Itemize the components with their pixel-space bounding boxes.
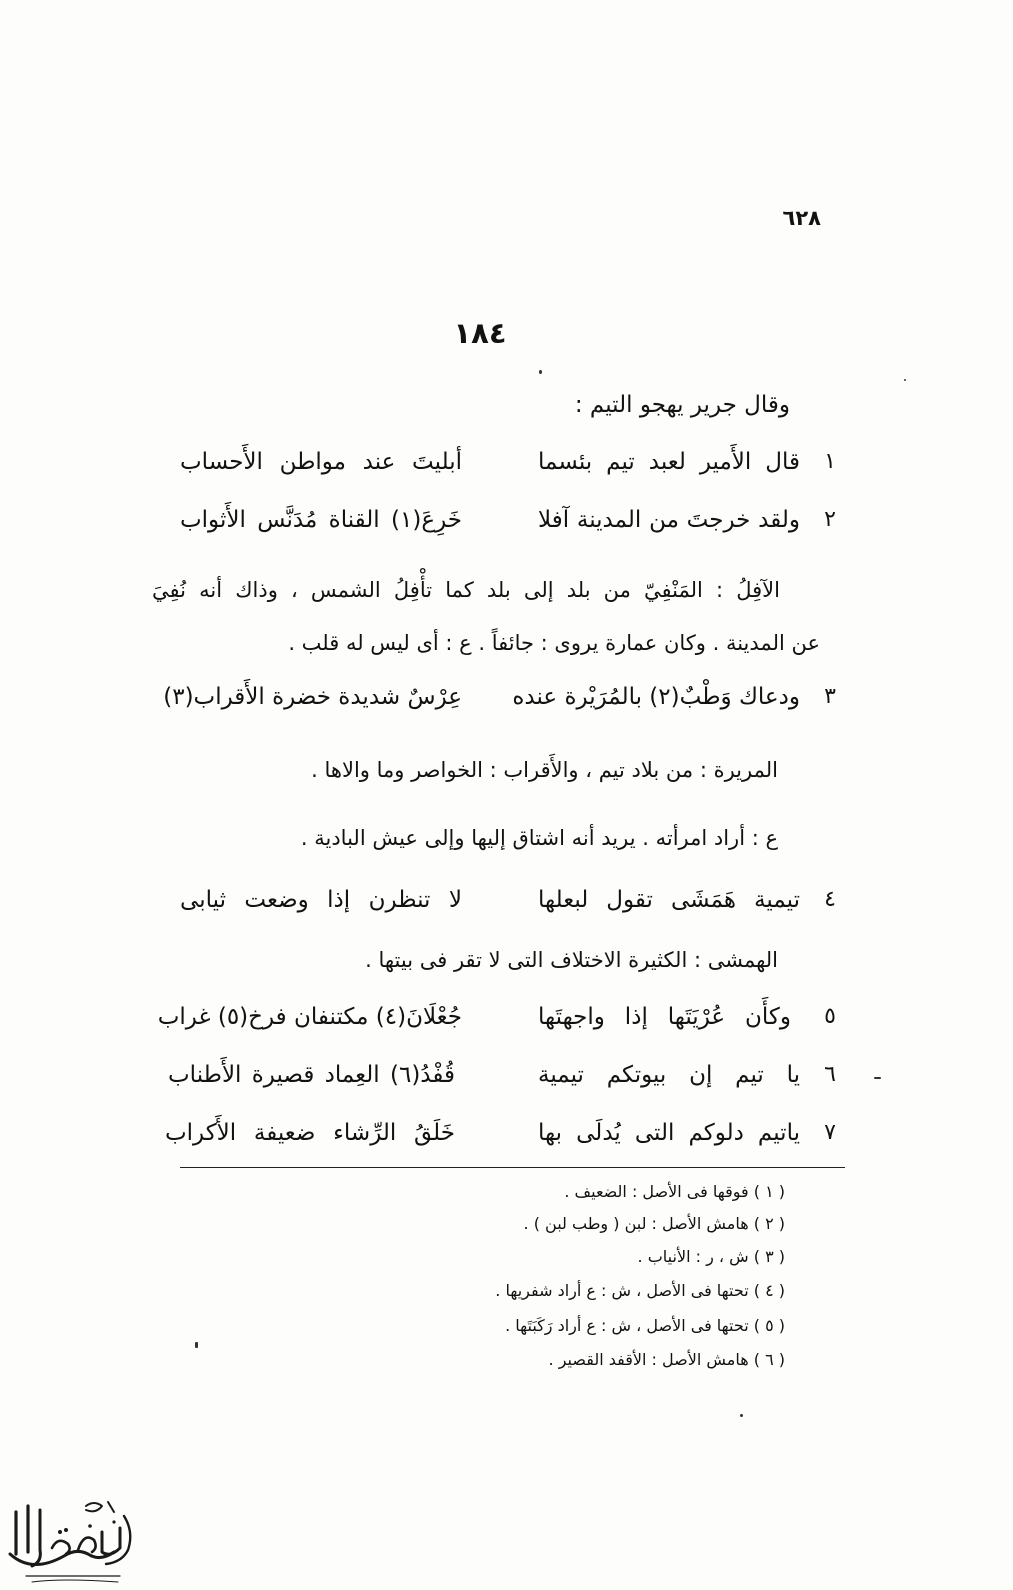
verse-second-hemistich [157,999,462,1035]
verse-second-hemistich [180,502,462,538]
verse-second-hemistich [163,679,462,715]
word: الأَمير [692,449,752,475]
scan-speck [874,1077,881,1079]
scan-speck [740,1414,743,1417]
word: دلوكم [681,1120,744,1146]
word: بها [538,1120,563,1146]
commentary-line: ع : أراد امرأته . يريد أنه اشتاق إليها وإلى عيش البادية . [300,826,778,850]
word: الشمس [304,578,381,602]
word: خَرِعَ(١) [383,507,462,533]
word: الأَقراب(٣) [163,684,265,710]
word: المدينة [569,507,642,533]
poem-number: ١٨٤ [453,316,507,350]
word: الأَطناب [168,1062,242,1088]
footnote: ( ١ ) فوقها فى الأصل : الضعيف . [564,1182,785,1201]
word: الأَثواب [180,507,246,533]
word: نُفِيَ [152,578,186,602]
verse-number: ٣ [824,684,836,709]
word: : [709,578,724,602]
word: آفلا [538,507,570,533]
word: شديدة [331,684,401,710]
word: المَنْفِيّ [637,578,703,602]
verse-first-hemistich [538,1115,800,1151]
commentary-line: عن المدينة . وكان عمارة يروى : جائفاً . ع : أى ليس له قلب . [288,631,820,655]
word: القناة [321,507,380,533]
word: ، [284,578,298,602]
word: قصيرة [244,1062,315,1088]
word: تقول [599,887,653,913]
word: مكتنفان [286,1004,369,1030]
word: لعبد [641,449,686,475]
word: وضعت [237,887,309,913]
word: تأْفِلُ [387,578,433,602]
page-number: ٦٢٨ [782,206,821,230]
verse-first-hemistich [538,444,800,480]
verse-second-hemistich [180,882,462,918]
calligraphy-logo [2,1492,144,1588]
commentary-line: المريرة : من بلاد تيم ، والأَقراب : الخواصر وما والاها . [311,758,778,782]
word: خضرة [264,684,331,710]
word: الأَكراب [165,1120,237,1146]
word: كما [438,578,474,602]
word: الآفِلُ [729,578,780,602]
word: لا [441,887,462,913]
word: أنه [192,578,223,602]
word: ضعيفة [246,1120,316,1146]
verse-first-hemistich [512,679,800,715]
word: بئسما [538,449,593,475]
verse-second-hemistich [180,444,462,480]
verse-second-hemistich [168,1057,455,1093]
verse-number: ٧ [824,1120,836,1145]
scan-speck [195,1342,198,1348]
word: ولقد [750,507,800,533]
verse-first-hemistich [538,882,800,918]
word: بيوتكم [599,1062,667,1088]
word: الأَحساب [180,449,263,475]
word: قال [757,449,800,475]
word: جُعْلَانَ(٤) [368,1004,462,1030]
word: تيم [598,449,635,475]
footnote: ( ٢ ) هامش الأصل : لبن ( وطب لبن ) . [523,1214,785,1233]
word: مواطن [272,449,346,475]
word: عند [355,449,396,475]
verse-number: ٦ [824,1062,836,1087]
word: إن [681,1062,713,1088]
scan-speck [904,379,906,381]
word: بلد [560,578,591,602]
word: من [641,507,679,533]
word: تيمية [538,1062,584,1088]
word: غراب [157,1004,211,1030]
word: تيم [727,1062,764,1088]
word: ثيابى [180,887,226,913]
footnote: ( ٦ ) هامش الأصل : الأقفد القصير . [548,1350,785,1369]
verse-first-hemistich [538,999,791,1035]
commentary-line: الهمشى : الكثيرة الاختلاف التى لا تقر فى بيتها . [365,948,778,972]
word: تيمية [746,887,800,913]
word: خرجتَ [679,507,751,533]
verse-number: ٤ [824,887,836,912]
word: مُدَنَّس [249,507,318,533]
word: إلى [517,578,554,602]
word: عُرْيَتَها [660,1004,726,1030]
poem-intro: وقال جرير يهجو التيم : [574,392,790,418]
word: ياتيم [750,1120,800,1146]
word: وكأَن [737,1004,791,1030]
footnote-rule [180,1167,845,1168]
word: تنظرن [361,887,431,913]
word: هَمَشَى [663,887,737,913]
word: عِرْسٌ [400,684,462,710]
word: يا [779,1062,800,1088]
verse-first-hemistich [538,1057,800,1093]
word: وَطْبٌ(٢) [642,684,732,710]
word: ودعاك [731,684,800,710]
word: يُدلَى [568,1120,621,1146]
verse-second-hemistich [165,1115,455,1151]
verse-first-hemistich [538,502,800,538]
word: عنده [512,684,558,710]
footnote: ( ٣ ) ش ، ر : الأنياب . [637,1247,785,1266]
verse-number: ١ [824,449,836,474]
word: وذاك [228,578,278,602]
verse-number: ٥ [824,1004,836,1029]
word: الرِّشاء [325,1120,397,1146]
footnote: ( ٥ ) تحتها فى الأصل ، ش : ع أراد رَكَبَتَها . [505,1316,785,1335]
word: خَلَقُ [406,1120,455,1146]
word: بلد [480,578,511,602]
word: لبعلها [538,887,589,913]
verse-number: ٢ [824,507,836,532]
word: واجهتَها [538,1004,605,1030]
footnote: ( ٤ ) تحتها فى الأصل ، ش : ع أراد شفريها . [495,1281,785,1300]
word: التى [627,1120,675,1146]
word: إذا [617,1004,648,1030]
word: بالمُرَيْرة [557,684,642,710]
word: العِماد [317,1062,380,1088]
word: فرخ(٥) [210,1004,287,1030]
word: من [597,578,631,602]
word: أبليتَ [404,449,462,475]
commentary-line [152,572,780,608]
word: إذا [319,887,351,913]
word: قُفْدُ(٦) [382,1062,455,1088]
scan-speck [539,370,542,374]
